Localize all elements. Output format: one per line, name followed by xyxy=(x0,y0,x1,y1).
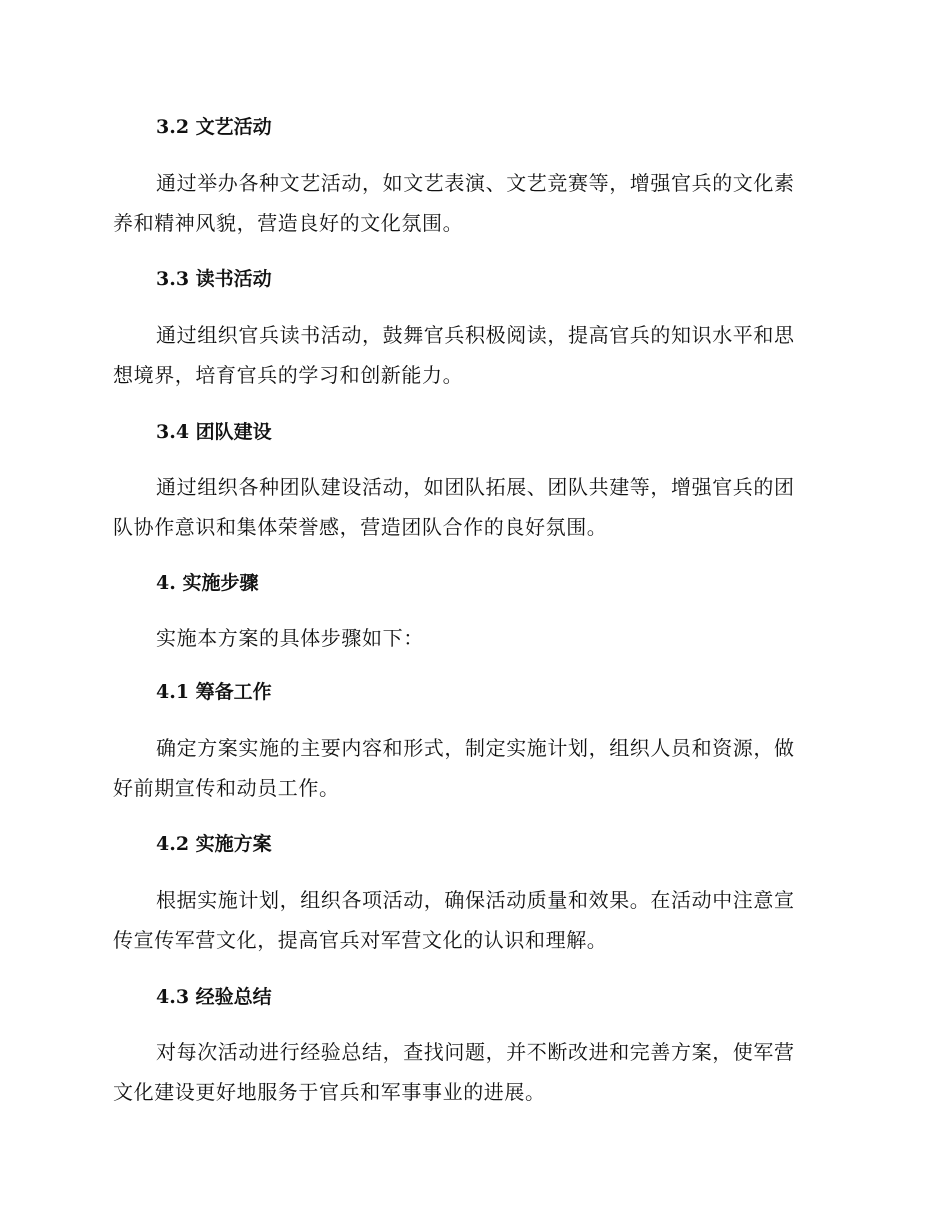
section-paragraph xyxy=(113,315,833,395)
paragraph-line: 通过组织各种团队建设活动，如团队拓展、团队共建等，增强官兵的团 xyxy=(156,475,795,499)
section-heading: 4.2 实施方案 xyxy=(156,833,272,855)
paragraph-line: 好前期宣传和动员工作。 xyxy=(113,776,340,800)
paragraph-line: 对每次活动进行经验总结，查找问题，并不断改进和完善方案，使军营 xyxy=(156,1040,795,1064)
paragraph-line: 想境界，培育官兵的学习和创新能力。 xyxy=(113,363,464,387)
section-paragraph xyxy=(113,163,833,243)
section-paragraph xyxy=(113,618,833,658)
section-heading: 4.1 筹备工作 xyxy=(156,681,272,703)
paragraph-line: 根据实施计划，组织各项活动，确保活动质量和效果。在活动中注意宣 xyxy=(156,888,795,912)
paragraph-line: 队协作意识和集体荣誉感，营造团队合作的良好氛围。 xyxy=(113,515,608,539)
section-heading: 4. 实施步骤 xyxy=(156,572,259,594)
section-paragraph xyxy=(113,728,833,808)
section-heading: 4.3 经验总结 xyxy=(156,986,272,1008)
paragraph-line: 传宣传军营文化，提高官兵对军营文化的认识和理解。 xyxy=(113,928,608,952)
section-paragraph xyxy=(113,880,833,960)
paragraph-line: 通过举办各种文艺活动，如文艺表演、文艺竞赛等，增强官兵的文化素 xyxy=(156,171,795,195)
section-heading: 3.3 读书活动 xyxy=(156,268,272,290)
section-heading: 3.2 文艺活动 xyxy=(156,116,272,138)
paragraph-line: 实施本方案的具体步骤如下： xyxy=(156,626,424,650)
paragraph-line: 确定方案实施的主要内容和形式，制定实施计划，组织人员和资源，做 xyxy=(156,736,795,760)
paragraph-line: 养和精神风貌，营造良好的文化氛围。 xyxy=(113,211,464,235)
paragraph-line: 通过组织官兵读书活动，鼓舞官兵积极阅读，提高官兵的知识水平和思 xyxy=(156,323,795,347)
section-paragraph xyxy=(113,1032,833,1112)
section-paragraph xyxy=(113,467,833,547)
section-heading: 3.4 团队建设 xyxy=(156,421,272,443)
paragraph-line: 文化建设更好地服务于官兵和军事事业的进展。 xyxy=(113,1080,546,1104)
